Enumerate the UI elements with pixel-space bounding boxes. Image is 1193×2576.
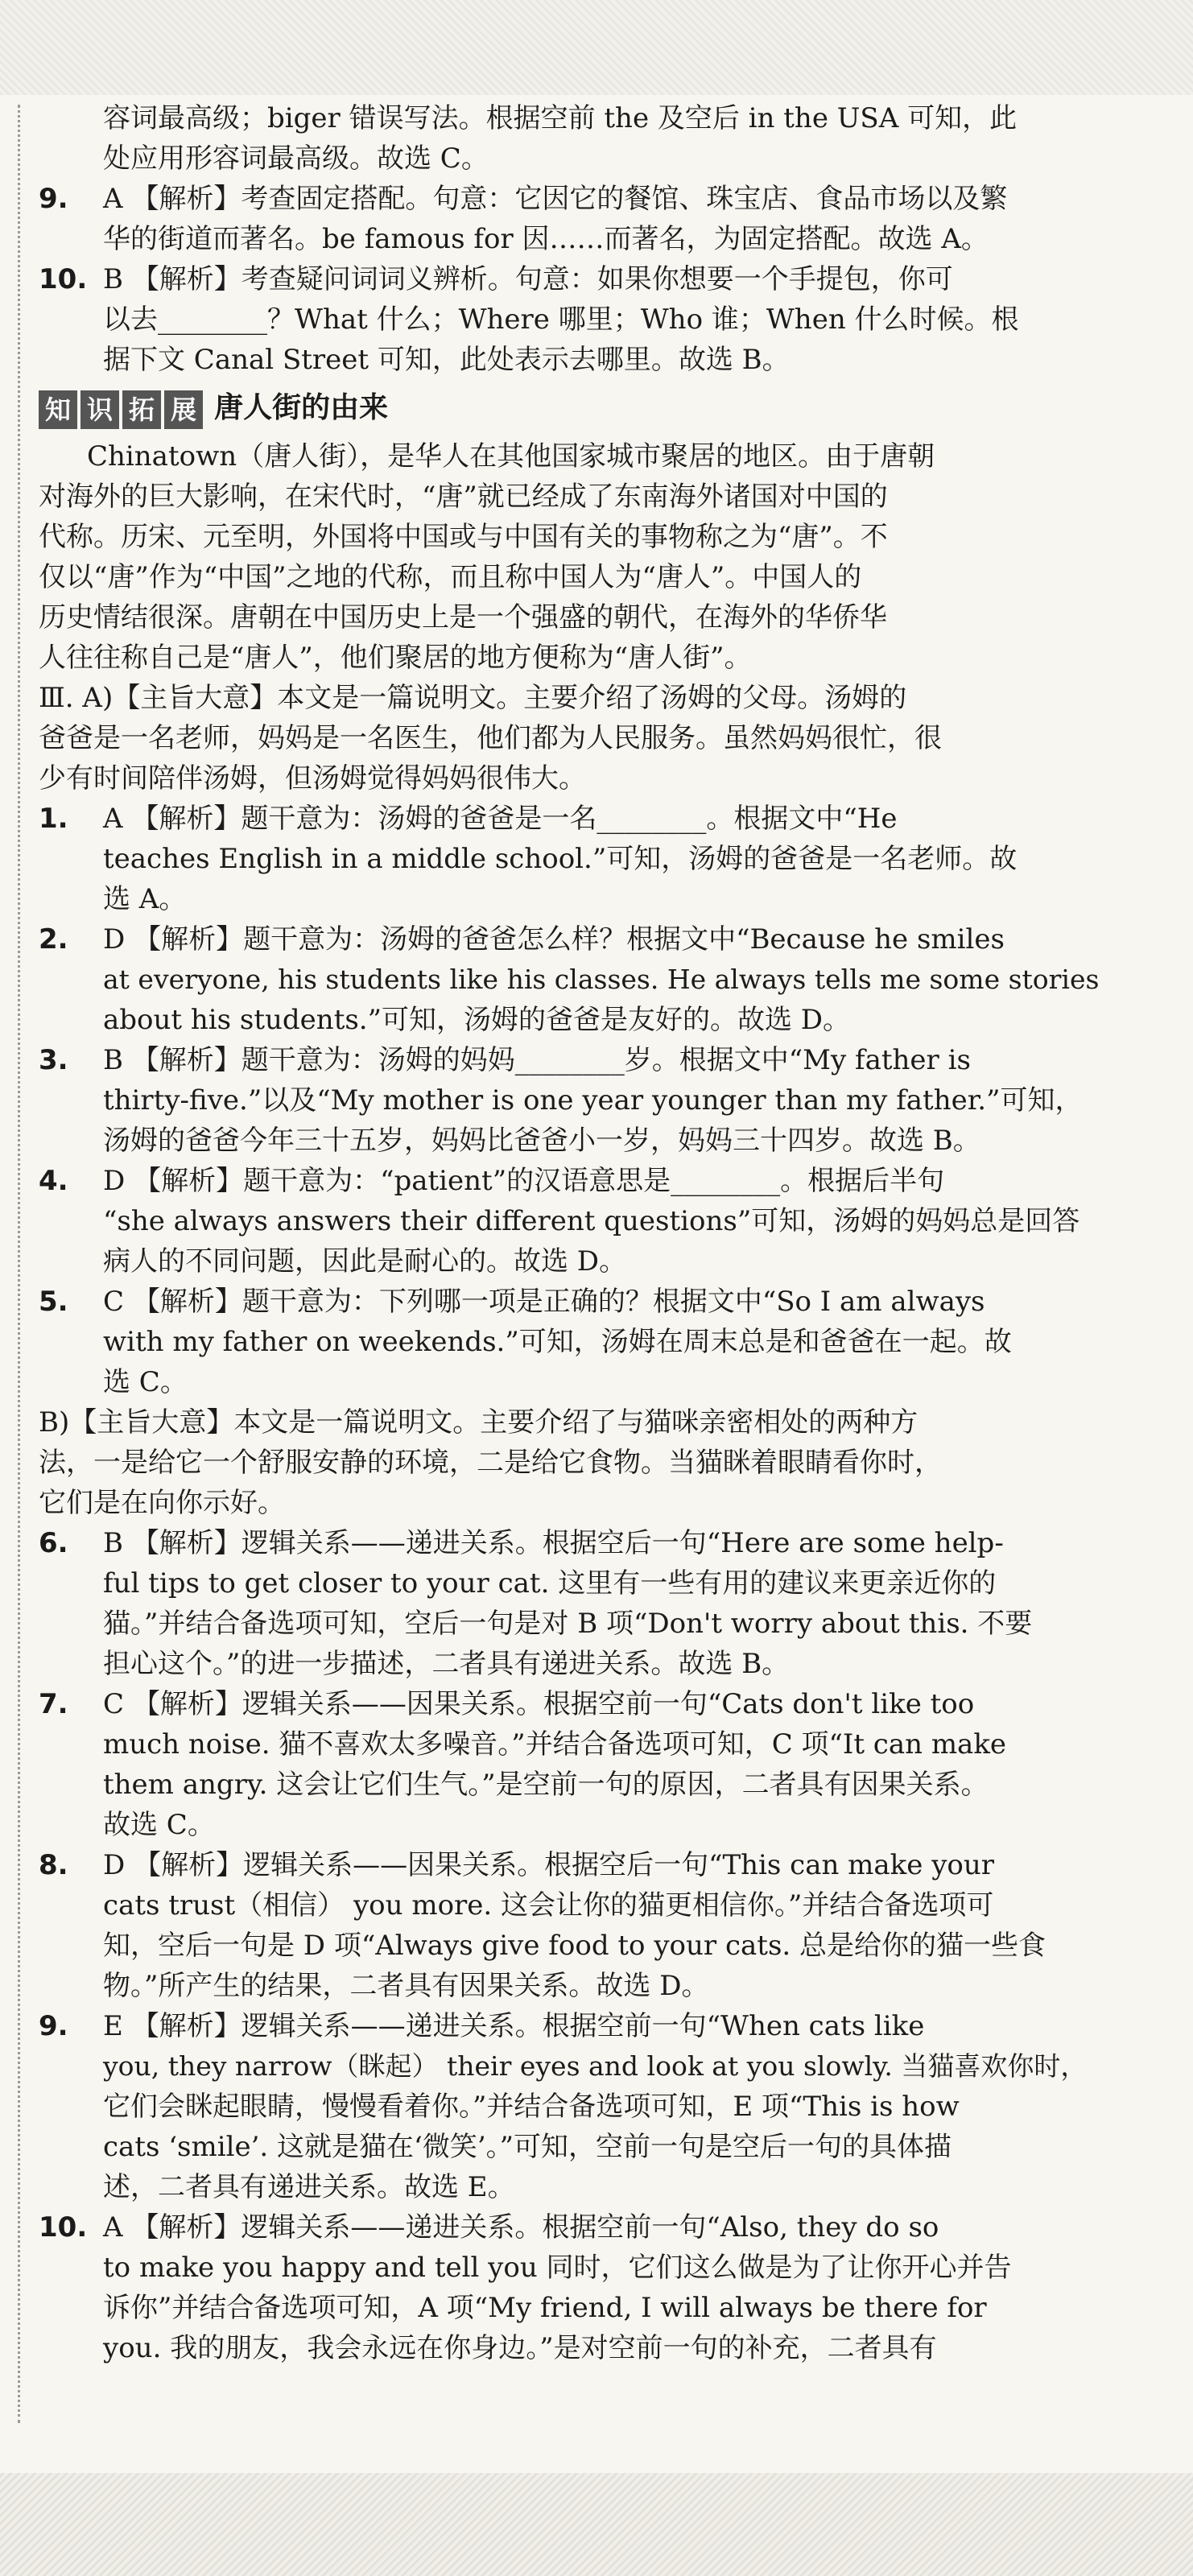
text-line: to make you happy and tell you 同时，它们这么做是为了让你开心并告 bbox=[103, 2252, 1012, 2284]
text-line: 述，二者具有递进关系。故选 E。 bbox=[103, 2171, 515, 2203]
question-number: 9. bbox=[39, 183, 68, 215]
extension-text: 代称。历宋、元至明，外国将中国或与中国有关的事物称之为“唐”。不 bbox=[39, 521, 888, 553]
extension-text: 对海外的巨大影响，在宋代时，“唐”就已经成了东南海外诸国对中国的 bbox=[39, 481, 888, 513]
question-7 bbox=[39, 1684, 1109, 1724]
text-line: teaches English in a middle school.”可知，汤姆的爸爸是一名老师。故 bbox=[103, 843, 1018, 875]
section-summary: B)【主旨大意】本文是一篇说明文。主要介绍了与猫咪亲密相处的两种方 bbox=[39, 1406, 918, 1439]
question-number: 7. bbox=[39, 1688, 68, 1720]
text-line: A 【解析】考查固定搭配。句意：它因它的餐馆、珠宝店、食品市场以及繁 bbox=[103, 183, 1008, 215]
question-2 bbox=[39, 919, 1109, 960]
text-line: B 【解析】题干意为：汤姆的妈妈________岁。根据文中“My father is bbox=[103, 1044, 971, 1076]
text-line: D 【解析】逻辑关系——因果关系。根据空后一句“This can make your bbox=[103, 1849, 995, 1881]
question-number: 3. bbox=[39, 1044, 68, 1076]
text-line: B 【解析】考查疑问词词义辨析。句意：如果你想要一个手提包，你可 bbox=[103, 263, 953, 295]
text-line: 处应用形容词最高级。故选 C。 bbox=[103, 142, 489, 175]
knowledge-extension-header bbox=[39, 380, 1109, 436]
extension-badge: 展 bbox=[164, 390, 203, 429]
text-line: 病人的不同问题，因此是耐心的。故选 D。 bbox=[103, 1245, 627, 1278]
question-number: 4. bbox=[39, 1165, 68, 1197]
text-line: them angry. 这会让它们生气。”是空前一句的原因，二者具有因果关系。 bbox=[103, 1769, 989, 1801]
section-summary: 法，一是给它一个舒服安静的环境，二是给它食物。当猫眯着眼睛看你时， bbox=[39, 1447, 942, 1479]
section-summary: 爸爸是一名老师，妈妈是一名医生，他们都为人民服务。虽然妈妈很忙，很 bbox=[39, 722, 942, 754]
extension-text: 历史情结很深。唐朝在中国历史上是一个强盛的朝代，在海外的华侨华 bbox=[39, 601, 887, 634]
text-line: 容词最高级；biger 错误写法。根据空前 the 及空后 in the USA 可知，此 bbox=[103, 102, 1018, 134]
text-line: A 【解析】逻辑关系——递进关系。根据空前一句“Also, they do so bbox=[103, 2211, 939, 2244]
question-number: 6. bbox=[39, 1527, 68, 1559]
text-line: B 【解析】逻辑关系——递进关系。根据空后一句“Here are some help- bbox=[103, 1527, 1004, 1559]
question-number: 9. bbox=[39, 2010, 68, 2042]
text-line: 据下文 Canal Street 可知，此处表示去哪里。故选 B。 bbox=[103, 344, 790, 376]
text-line: “she always answers their different questions”可知，汤姆的妈妈总是回答 bbox=[103, 1205, 1080, 1237]
text-line: D 【解析】题干意为：汤姆的爸爸怎么样？根据文中“Because he smiles bbox=[103, 923, 1005, 956]
section-summary: 它们是在向你示好。 bbox=[39, 1487, 285, 1519]
text-line: cats ‘smile’. 这就是猫在‘微笑’。”可知，空前一句是空后一句的具体描 bbox=[103, 2131, 952, 2163]
text-line: 选 C。 bbox=[103, 1366, 188, 1398]
text-line: at everyone, his students like his classes. He always tells me some stories bbox=[103, 964, 1100, 995]
text-line: 选 A。 bbox=[103, 883, 187, 915]
text-line: much noise. 猫不喜欢太多噪音。”并结合备选项可知，C 项“It can make bbox=[103, 1728, 1007, 1761]
question-1 bbox=[39, 799, 1109, 839]
question-8 bbox=[39, 1845, 1109, 1885]
bottom-margin-texture bbox=[0, 2473, 1193, 2576]
text-line: cats trust（相信） you more. 这会让你的猫更相信你。”并结合备选项可 bbox=[103, 1889, 994, 1922]
extension-badge: 拓 bbox=[122, 390, 161, 429]
text-line: 以去________？What 什么；Where 哪里；Who 谁；When 什么时候。根 bbox=[103, 303, 1019, 336]
text-line: 猫。”并结合备选项可知，空后一句是对 B 项“Don't worry about this. 不要 bbox=[103, 1608, 1033, 1640]
text-line: with my father on weekends.”可知，汤姆在周末总是和爸爸在一起。故 bbox=[103, 1326, 1012, 1358]
text-line: 它们会眯起眼睛，慢慢看着你。”并结合备选项可知，E 项“This is how bbox=[103, 2091, 960, 2123]
question-3 bbox=[39, 1040, 1109, 1080]
left-dotted-rule bbox=[18, 105, 20, 2423]
extension-badge: 知 bbox=[39, 390, 77, 429]
question-number: 1. bbox=[39, 803, 68, 835]
extension-badge: 识 bbox=[80, 390, 119, 429]
extension-title: 唐人街的由来 bbox=[214, 391, 389, 424]
text-line: 故选 C。 bbox=[103, 1809, 215, 1841]
text-line: C 【解析】逻辑关系——因果关系。根据空前一句“Cats don't like too bbox=[103, 1688, 975, 1720]
question-10 bbox=[39, 259, 1109, 299]
question-10b bbox=[39, 2207, 1109, 2248]
extension-text: 仅以“唐”作为“中国”之地的代称，而且称中国人为“唐人”。中国人的 bbox=[39, 561, 862, 593]
question-number: 5. bbox=[39, 1286, 68, 1318]
question-9b bbox=[39, 2006, 1109, 2046]
text-line: 诉你”并结合备选项可知，A 项“My friend, I will always be there for bbox=[103, 2292, 987, 2324]
top-margin-texture bbox=[0, 0, 1193, 95]
text-line: 担心这个。”的进一步描述，二者具有递进关系。故选 B。 bbox=[103, 1648, 790, 1680]
extension-text: Chinatown（唐人街），是华人在其他国家城市聚居的地区。由于唐朝 bbox=[87, 440, 935, 473]
text-line: 物。”所产生的结果，二者具有因果关系。故选 D。 bbox=[103, 1970, 709, 2002]
question-5 bbox=[39, 1282, 1109, 1322]
question-number: 2. bbox=[39, 923, 68, 956]
text-line: ful tips to get closer to your cat. 这里有一些有用的建议来更亲近你的 bbox=[103, 1567, 997, 1600]
text-line: about his students.”可知，汤姆的爸爸是友好的。故选 D。 bbox=[103, 1004, 851, 1036]
question-number: 10. bbox=[39, 263, 88, 295]
text-line: you, they narrow（眯起） their eyes and look at you slowly. 当猫喜欢你时， bbox=[103, 2050, 1088, 2082]
question-number: 10. bbox=[39, 2211, 88, 2244]
text-line: thirty-five.”以及“My mother is one year younger than my father.”可知， bbox=[103, 1084, 1083, 1117]
text-line: D 【解析】题干意为：“patient”的汉语意思是________。根据后半句 bbox=[103, 1165, 945, 1197]
text-line: 知，空后一句是 D 项“Always give food to your cats. 总是给你的猫一些食 bbox=[103, 1930, 1046, 1962]
text-line: 汤姆的爸爸今年三十五岁，妈妈比爸爸小一岁，妈妈三十四岁。故选 B。 bbox=[103, 1125, 980, 1157]
text-line: C 【解析】题干意为：下列哪一项是正确的？根据文中“So I am always bbox=[103, 1286, 985, 1318]
question-4 bbox=[39, 1161, 1109, 1201]
extension-text: 人往往称自己是“唐人”，他们聚居的地方便称为“唐人街”。 bbox=[39, 642, 752, 674]
section-summary: Ⅲ. A)【主旨大意】本文是一篇说明文。主要介绍了汤姆的父母。汤姆的 bbox=[39, 682, 907, 714]
question-9 bbox=[39, 179, 1109, 219]
answer-explanations bbox=[39, 98, 1109, 2368]
text-line: A 【解析】题干意为：汤姆的爸爸是一名________。根据文中“He bbox=[103, 803, 898, 835]
text-line: you. 我的朋友，我会永远在你身边。”是对空前一句的补充，二者具有 bbox=[103, 2332, 937, 2364]
text-line: 华的街道而著名。be famous for 因……而著名，为固定搭配。故选 A。 bbox=[103, 223, 989, 255]
question-6 bbox=[39, 1523, 1109, 1563]
text-line: E 【解析】逻辑关系——递进关系。根据空前一句“When cats like bbox=[103, 2010, 925, 2042]
section-summary: 少有时间陪伴汤姆，但汤姆觉得妈妈很伟大。 bbox=[39, 762, 586, 795]
question-number: 8. bbox=[39, 1849, 68, 1881]
